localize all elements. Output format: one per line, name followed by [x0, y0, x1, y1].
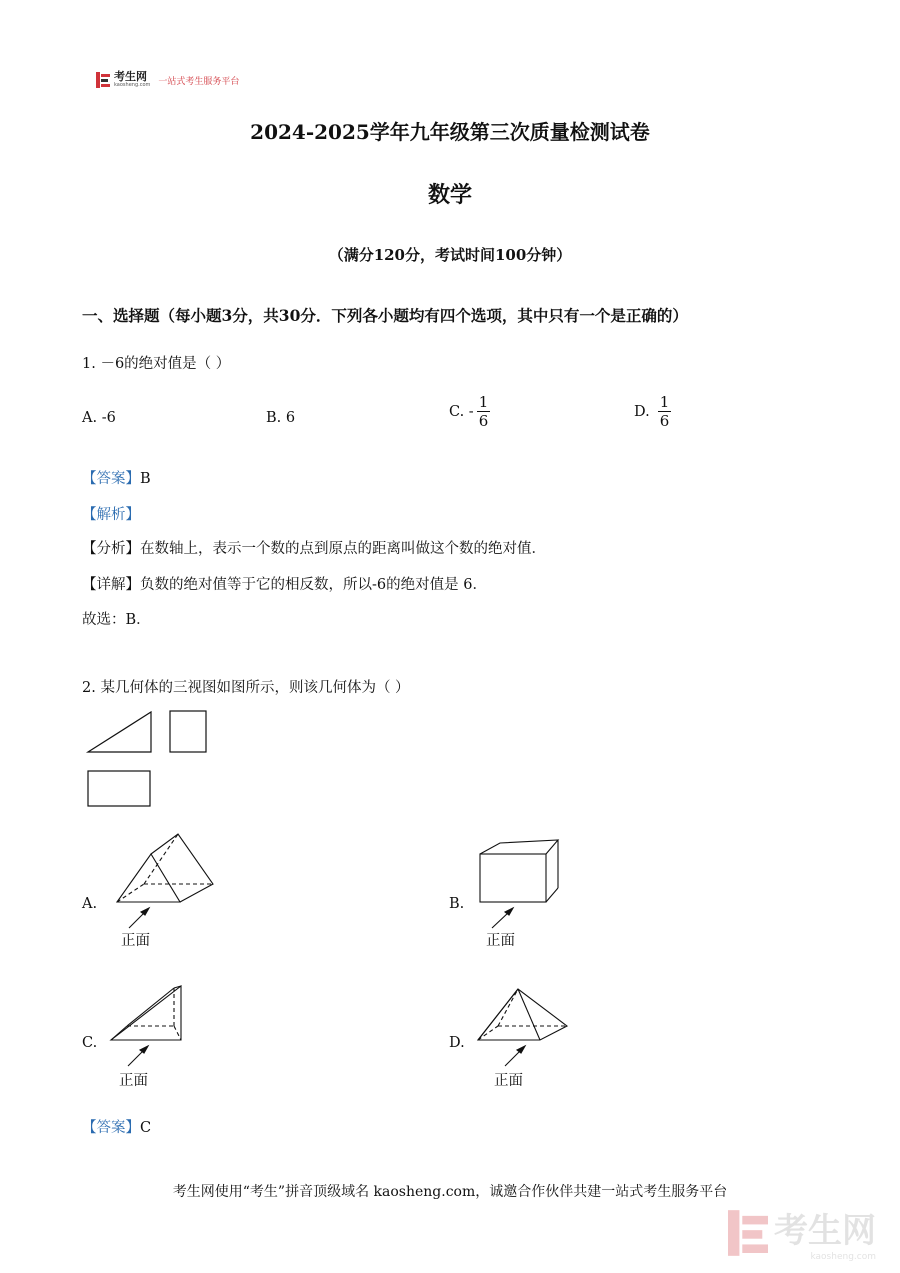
section-heading: 一、选择题（每小题3分，共30分．下列各小题均有四个选项，其中只有一个是正确的）: [82, 306, 688, 325]
answer-tag: 【答案】: [82, 471, 140, 487]
option-c-figure: [111, 986, 181, 1066]
q1-option-d-prefix: D.: [634, 403, 650, 420]
q1-stem: 1. －6的绝对值是（ ）: [82, 356, 231, 372]
q2-option-b-front-label: 正面: [486, 933, 515, 949]
q1-option-c-prefix: C. -: [449, 403, 474, 420]
q2-option-a-front-label: 正面: [121, 933, 150, 949]
logo-domain: kaosheng.com: [114, 82, 151, 88]
logo-name: 考生网: [114, 70, 147, 83]
q2-option-a-label: A.: [82, 896, 98, 912]
three-view-front: [88, 712, 151, 752]
fraction-numerator: 1: [478, 393, 489, 411]
q1-analysis-tag: 【解析】: [82, 507, 140, 523]
q1-answer: B: [140, 471, 151, 487]
page-footer: 考生网使用“考生”拼音顶级域名 kaosheng.com，诚邀合作伙伴共建一站式考生服务平台: [172, 1184, 728, 1200]
fraction-denominator: 6: [478, 412, 489, 430]
watermark-text: 考生网: [774, 1211, 876, 1251]
watermark: [728, 1203, 876, 1262]
q2-option-d-front-label: 正面: [494, 1073, 523, 1089]
q1-option-b: B. 6: [266, 410, 296, 426]
fraction-numerator: 1: [659, 393, 670, 411]
xiangjie-tag: 【详解】: [82, 577, 140, 593]
watermark-logo-icon: [728, 1210, 768, 1256]
fenxi-tag: 【分析】: [82, 541, 140, 557]
option-a-figure: [117, 834, 213, 928]
q2-answer: C: [140, 1120, 152, 1136]
q2-stem: 2. 某几何体的三视图如图所示，则该几何体为（ ）: [82, 680, 410, 696]
q1-conclusion: 故选：B．: [82, 612, 151, 628]
exam-info: （满分120分，考试时间100分钟）: [328, 246, 572, 264]
three-view-top: [88, 771, 150, 806]
q2-option-b-label: B.: [449, 896, 465, 912]
q1-fenxi: 在数轴上，表示一个数的点到原点的距离叫做这个数的绝对值．: [140, 541, 546, 557]
option-b-figure: [480, 840, 558, 928]
q1-xiangjie: 负数的绝对值等于它的相反数，所以-6的绝对值是 6．: [140, 577, 487, 593]
option-d-figure: [478, 989, 567, 1066]
three-view-side: [170, 711, 206, 752]
answer-tag: 【答案】: [82, 1120, 140, 1136]
logo-slogan: 一站式考生服务平台: [158, 76, 240, 87]
watermark-domain: kaosheng.com: [810, 1252, 876, 1262]
fraction-denominator: 6: [659, 412, 670, 430]
q2-option-c-label: C.: [82, 1035, 98, 1051]
q2-option-c-front-label: 正面: [119, 1073, 148, 1089]
q1-option-a: A. -6: [82, 410, 116, 426]
exam-title: 2024-2025学年九年级第三次质量检测试卷: [250, 120, 650, 144]
q2-option-d-label: D.: [449, 1035, 465, 1051]
subject-title: 数学: [427, 182, 472, 208]
q2-answer-line: [82, 1116, 151, 1137]
